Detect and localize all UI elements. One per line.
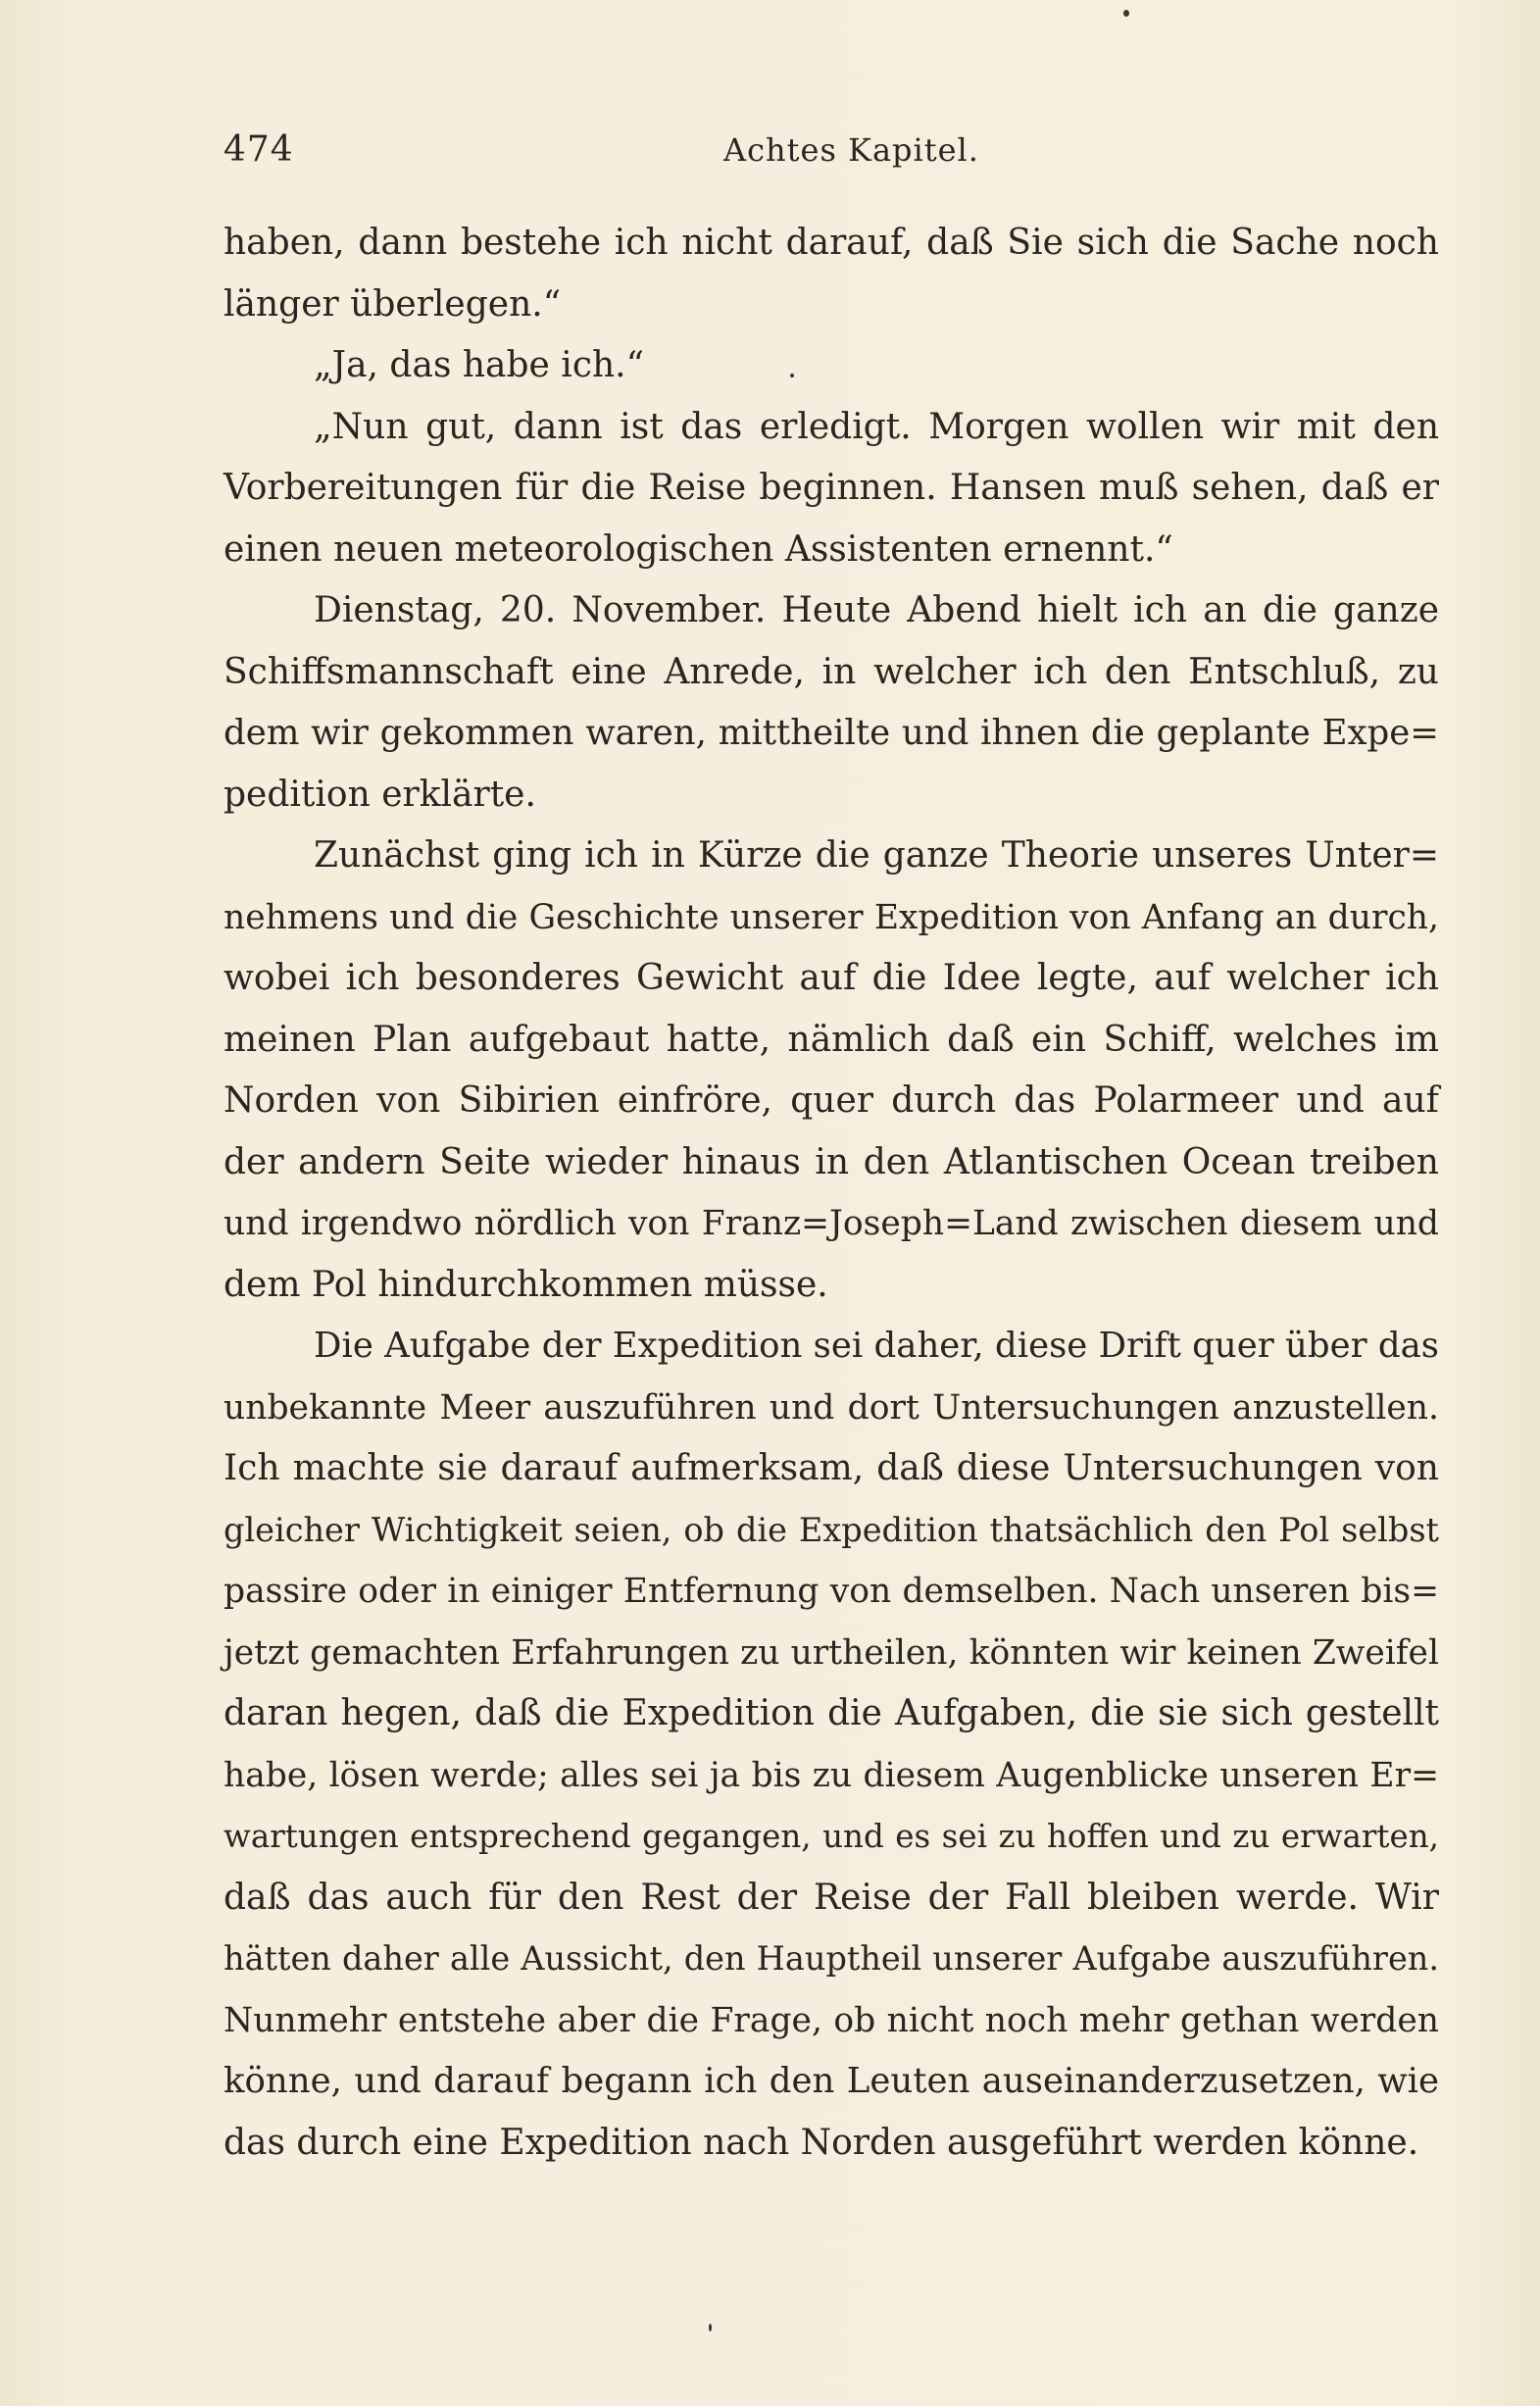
text-line: nehmens und die Geschichte unserer Expedition von Anfang an durch, xyxy=(224,897,1439,937)
text-line: Zunächst ging ich in Kürze die ganze Theorie unseres Unter= xyxy=(314,835,1439,876)
text-line: habe, lösen werde; alles sei ja bis zu diesem Augenblicke unseren Er= xyxy=(224,1755,1439,1795)
text-line: Nunmehr entstehe aber die Frage, ob nicht noch mehr gethan werden xyxy=(224,2000,1439,2040)
text-line: jetzt gemachten Erfahrungen zu urtheilen, könnten wir keinen Zweifel xyxy=(224,1632,1439,1673)
running-head: Achtes Kapitel. xyxy=(723,131,979,169)
text-line: Die Aufgabe der Expedition sei daher, diese Drift quer über das xyxy=(314,1326,1439,1366)
body-text xyxy=(224,213,1439,2174)
page-header xyxy=(224,129,1439,188)
text-line: meinen Plan aufgebaut hatte, nämlich daß ein Schiff, welches im xyxy=(224,1019,1439,1060)
text-line: unbekannte Meer auszuführen und dort Untersuchungen anzustellen. xyxy=(224,1387,1439,1428)
text-line: der andern Seite wieder hinaus in den Atlantischen Ocean treiben xyxy=(224,1141,1439,1182)
text-line: daran hegen, daß die Expedition die Aufgaben, die sie sich gestellt xyxy=(224,1693,1439,1733)
print-speck xyxy=(1123,10,1129,17)
text-line: dem Pol hindurchkommen müsse. xyxy=(224,1264,828,1305)
text-line: passire oder in einiger Entfernung von demselben. Nach unseren bis= xyxy=(224,1572,1439,1611)
text-line: Ich machte sie darauf aufmerksam, daß diese Untersuchungen von xyxy=(224,1448,1439,1488)
text-line: wartungen entsprechend gegangen, und es sei zu hoffen und zu erwarten, xyxy=(224,1818,1439,1855)
text-line: und irgendwo nördlich von Franz=Joseph=Land zwischen diesem und xyxy=(224,1204,1439,1243)
text-line: das durch eine Expedition nach Norden ausgeführt werden könne. xyxy=(224,2122,1419,2163)
text-line: länger überlegen.“ xyxy=(224,283,562,325)
text-line: Dienstag, 20. November. Heute Abend hielt ich an die ganze xyxy=(314,590,1439,630)
text-line: einen neuen meteorologischen Assistenten ernennt.“ xyxy=(224,528,1173,570)
text-line: Norden von Sibirien einfröre, quer durch das Polarmeer und auf xyxy=(224,1080,1439,1121)
text-line: „Ja, das habe ich.“ xyxy=(314,345,645,385)
text-line: Vorbereitungen für die Reise beginnen. Hansen muß sehen, daß er xyxy=(224,468,1439,508)
text-line: haben, dann bestehe ich nicht darauf, daß Sie sich die Sache noch xyxy=(224,223,1439,263)
page-number: 474 xyxy=(224,129,294,170)
text-line: pedition erklärte. xyxy=(224,774,536,815)
text-line: hätten daher alle Aussicht, den Hauptheil unserer Aufgabe auszuführen. xyxy=(224,1939,1439,1978)
text-line: wobei ich besonderes Gewicht auf die Idee legte, auf welcher ich xyxy=(224,958,1439,998)
print-speck xyxy=(709,2324,712,2331)
text-line: gleicher Wichtigkeit seien, ob die Expedition thatsächlich den Pol selbst xyxy=(224,1510,1439,1549)
text-line: „Nun gut, dann ist das erledigt. Morgen wollen wir mit den xyxy=(314,406,1439,447)
text-line: dem wir gekommen waren, mittheilte und ihnen die geplante Expe= xyxy=(224,713,1439,753)
text-line: daß das auch für den Rest der Reise der Fall bleiben werde. Wir xyxy=(224,1877,1439,1918)
text-line: könne, und darauf begann ich den Leuten auseinanderzusetzen, wie xyxy=(224,2061,1439,2101)
text-line: Schiffsmannschaft eine Anrede, in welcher ich den Entschluß, zu xyxy=(224,651,1439,692)
